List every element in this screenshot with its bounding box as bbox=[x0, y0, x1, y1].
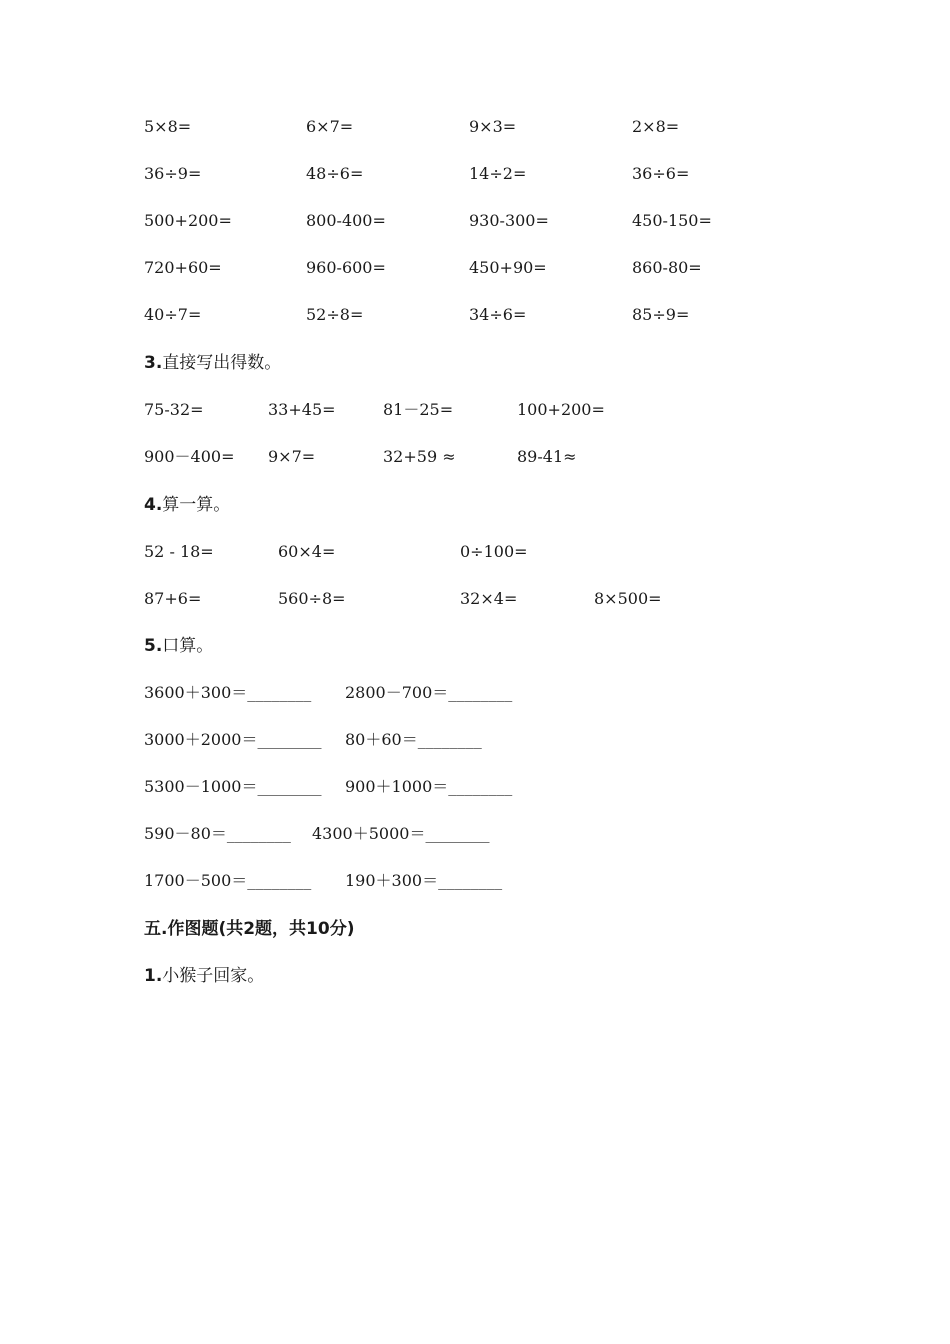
problem-row bbox=[0, 300, 950, 330]
problem: 52÷8= bbox=[306, 305, 364, 324]
question-number: 5. bbox=[144, 636, 163, 656]
problem: 450+90= bbox=[469, 258, 547, 277]
problem: 800-400= bbox=[306, 211, 386, 230]
question-title: 算一算。 bbox=[162, 495, 231, 515]
question-number: 3. bbox=[144, 353, 163, 373]
question-title: 口算。 bbox=[162, 636, 214, 656]
question-title: 小猴子回家。 bbox=[162, 966, 265, 986]
section-title: 五.作图题(共2题，共10分) bbox=[144, 919, 355, 939]
problem: 32+59 ≈ bbox=[383, 447, 456, 466]
problem: 60×4= bbox=[278, 542, 336, 561]
problem-row bbox=[0, 678, 950, 708]
question-number: 4. bbox=[144, 495, 163, 515]
problem: 9×3= bbox=[469, 117, 517, 136]
problem: 81－25= bbox=[383, 400, 454, 419]
problem: 720+60= bbox=[144, 258, 222, 277]
problem: 3600＋300＝________ bbox=[144, 683, 312, 702]
problem-row bbox=[0, 206, 950, 236]
problem-row bbox=[0, 725, 950, 755]
problem: 190＋300＝________ bbox=[345, 871, 503, 890]
problem: 32×4= bbox=[460, 589, 518, 608]
problem: 14÷2= bbox=[469, 164, 527, 183]
problem: 0÷100= bbox=[460, 542, 528, 561]
problem: 89-41≈ bbox=[517, 447, 577, 466]
problem: 2800－700＝________ bbox=[345, 683, 513, 702]
problem: 5300－1000＝________ bbox=[144, 777, 322, 796]
problem-row bbox=[0, 584, 950, 614]
problem: 900＋1000＝________ bbox=[345, 777, 513, 796]
problem-row bbox=[0, 253, 950, 283]
problem: 100+200= bbox=[517, 400, 605, 419]
problem: 87+6= bbox=[144, 589, 202, 608]
problem-row bbox=[0, 395, 950, 425]
problem-row bbox=[0, 772, 950, 802]
problem-row bbox=[0, 112, 950, 142]
problem: 36÷9= bbox=[144, 164, 202, 183]
problem: 36÷6= bbox=[632, 164, 690, 183]
problem: 4300＋5000＝________ bbox=[312, 824, 490, 843]
problem: 34÷6= bbox=[469, 305, 527, 324]
problem: 590－80＝________ bbox=[144, 824, 291, 843]
problem-row bbox=[0, 159, 950, 189]
problem-row bbox=[0, 442, 950, 472]
problem-row bbox=[0, 819, 950, 849]
problem: 75-32= bbox=[144, 400, 204, 419]
problem: 9×7= bbox=[268, 447, 316, 466]
problem: 900－400= bbox=[144, 447, 235, 466]
problem: 960-600= bbox=[306, 258, 386, 277]
question-4-heading bbox=[144, 490, 230, 520]
problem: 3000＋2000＝________ bbox=[144, 730, 322, 749]
problem: 85÷9= bbox=[632, 305, 690, 324]
problem: 33+45= bbox=[268, 400, 336, 419]
problem-row bbox=[0, 537, 950, 567]
problem-row bbox=[0, 866, 950, 896]
question-number: 1. bbox=[144, 966, 163, 986]
problem: 48÷6= bbox=[306, 164, 364, 183]
problem: 8×500= bbox=[594, 589, 662, 608]
problem: 2×8= bbox=[632, 117, 680, 136]
problem: 450-150= bbox=[632, 211, 712, 230]
problem: 560÷8= bbox=[278, 589, 346, 608]
problem: 930-300= bbox=[469, 211, 549, 230]
question-5-heading bbox=[144, 631, 213, 661]
question-1-heading bbox=[144, 961, 264, 991]
question-3-heading bbox=[144, 348, 281, 378]
problem: 5×8= bbox=[144, 117, 192, 136]
question-title: 直接写出得数。 bbox=[162, 353, 282, 373]
problem: 500+200= bbox=[144, 211, 232, 230]
problem: 1700－500＝________ bbox=[144, 871, 312, 890]
problem: 52 - 18= bbox=[144, 542, 214, 561]
problem: 6×7= bbox=[306, 117, 354, 136]
problem: 40÷7= bbox=[144, 305, 202, 324]
problem: 80＋60＝________ bbox=[345, 730, 482, 749]
problem: 860-80= bbox=[632, 258, 702, 277]
